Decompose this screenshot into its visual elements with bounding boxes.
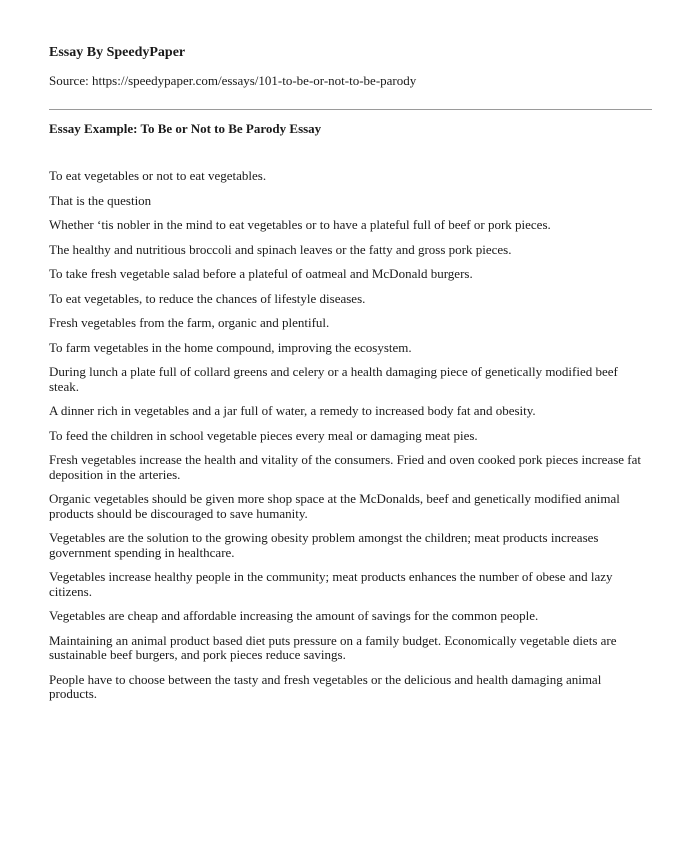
essay-paragraph: Fresh vegetables increase the health and vitality of the consumers. Fried and oven cooked pork pieces increase fat deposition in the arteries. [49,452,642,482]
essay-body [49,169,649,712]
header-divider [49,109,652,110]
essay-paragraph: Vegetables are the solution to the growing obesity problem amongst the children; meat products increases government spending in healthcare. [49,530,599,560]
essay-paragraph: Vegetables are cheap and affordable increasing the amount of savings for the common people. [49,608,539,623]
essay-paragraph: To farm vegetables in the home compound, improving the ecosystem. [49,339,412,355]
essay-paragraph: To feed the children in school vegetable pieces every meal or damaging meat pies. [49,427,478,443]
essay-paragraph: During lunch a plate full of collard greens and celery or a health damaging piece of genetically modified beef steak. [49,364,618,394]
essay-paragraph: Fresh vegetables from the farm, organic and plentiful. [49,315,330,330]
essay-paragraph: Organic vegetables should be given more shop space at the McDonalds, beef and genetically modified animal products should be discouraged to save humanity. [49,491,620,521]
essay-paragraph: To eat vegetables or not to eat vegetables. [49,168,267,183]
essay-paragraph: To eat vegetables, to reduce the chances of lifestyle diseases. [49,290,366,306]
essay-paragraph: Maintaining an animal product based diet puts pressure on a family budget. Economically vegetable diets are sustainable beef burgers, and pork pieces reduce savings. [49,632,617,662]
essay-title: Essay Example: To Be or Not to Be Parody Essay [49,121,322,136]
essay-paragraph: People have to choose between the tasty and fresh vegetables or the delicious and health damaging animal products. [49,671,602,701]
document-source-line: Source: https://speedypaper.com/essays/101-to-be-or-not-to-be-parody [49,73,417,88]
essay-paragraph: Whether ‘tis nobler in the mind to eat vegetables or to have a plateful full of beef or pork pieces. [49,217,551,232]
document-header-title: Essay By SpeedyPaper [49,45,186,60]
essay-paragraph: To take fresh vegetable salad before a plateful of oatmeal and McDonald burgers. [49,266,473,281]
essay-paragraph: That is the question [49,192,152,208]
essay-paragraph: A dinner rich in vegetables and a jar full of water, a remedy to increased body fat and obesity. [49,403,536,418]
essay-paragraph: The healthy and nutritious broccoli and spinach leaves or the fatty and gross pork pieces. [49,241,512,257]
essay-paragraph: Vegetables increase healthy people in the community; meat products enhances the number of obese and lazy citizens. [49,569,613,599]
